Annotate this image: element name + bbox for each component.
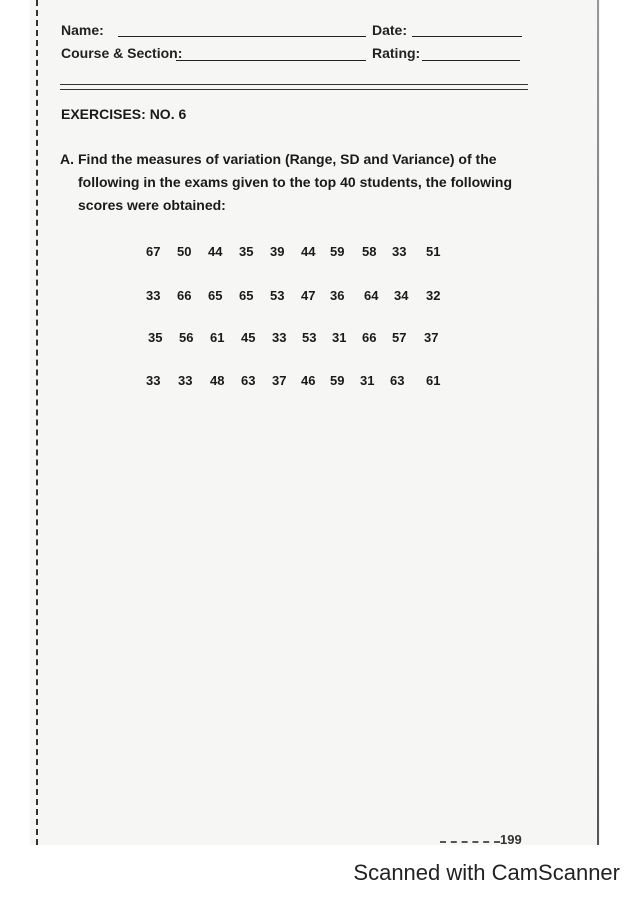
name-field-line[interactable] — [118, 36, 366, 37]
watermark-text: Scanned with CamScanner — [353, 860, 620, 885]
worksheet-page — [30, 0, 600, 845]
score-value: 59 — [330, 244, 345, 259]
score-value: 44 — [301, 244, 316, 259]
score-value: 63 — [241, 373, 256, 388]
score-value: 66 — [177, 288, 192, 303]
footer-dashes — [440, 841, 500, 843]
score-value: 39 — [270, 244, 285, 259]
page-edge — [597, 0, 599, 845]
score-value: 33 — [146, 288, 161, 303]
score-value: 44 — [208, 244, 223, 259]
date-label: Date: — [372, 22, 408, 38]
score-value: 65 — [208, 288, 223, 303]
instruction-line-3: scores were obtained: — [78, 197, 226, 213]
scanner-watermark — [0, 860, 638, 886]
score-value: 33 — [392, 244, 407, 259]
score-value: 50 — [177, 244, 192, 259]
score-value: 61 — [210, 330, 225, 345]
instruction-line-1: Find the measures of variation (Range, SD and Variance) of the — [78, 151, 497, 167]
score-value: 66 — [362, 330, 377, 345]
score-value: 47 — [301, 288, 316, 303]
score-value: 34 — [394, 288, 409, 303]
score-value: 53 — [270, 288, 285, 303]
name-label: Name: — [61, 22, 104, 38]
score-value: 33 — [272, 330, 287, 345]
score-value: 64 — [364, 288, 379, 303]
score-value: 33 — [178, 373, 193, 388]
score-value: 51 — [426, 244, 441, 259]
score-value: 36 — [330, 288, 345, 303]
score-value: 45 — [241, 330, 256, 345]
rating-label: Rating: — [372, 45, 421, 61]
score-value: 53 — [302, 330, 317, 345]
exercise-heading: EXERCISES: NO. 6 — [61, 106, 187, 122]
page-number: 199 — [500, 832, 522, 847]
course-section-label: Course & Section: — [61, 45, 183, 61]
score-value: 33 — [146, 373, 161, 388]
score-value: 46 — [301, 373, 316, 388]
score-value: 35 — [148, 330, 163, 345]
header-divider — [60, 84, 528, 90]
score-value: 32 — [426, 288, 441, 303]
course-section-field-line[interactable] — [176, 60, 366, 61]
score-value: 56 — [179, 330, 194, 345]
score-value: 48 — [210, 373, 225, 388]
instruction-line-2: following in the exams given to the top 40 students, the following — [78, 174, 513, 190]
score-value: 31 — [360, 373, 375, 388]
score-value: 67 — [146, 244, 161, 259]
item-letter: A. — [60, 151, 74, 167]
score-value: 35 — [239, 244, 254, 259]
score-value: 57 — [392, 330, 407, 345]
score-value: 65 — [239, 288, 254, 303]
perforation-edge — [36, 0, 38, 845]
score-value: 31 — [332, 330, 347, 345]
score-value: 63 — [390, 373, 405, 388]
score-value: 37 — [424, 330, 439, 345]
score-value: 37 — [272, 373, 287, 388]
score-value: 61 — [426, 373, 441, 388]
exercise-instruction — [60, 148, 530, 217]
score-value: 59 — [330, 373, 345, 388]
score-value: 58 — [362, 244, 377, 259]
rating-field-line[interactable] — [422, 60, 520, 61]
date-field-line[interactable] — [412, 36, 522, 37]
